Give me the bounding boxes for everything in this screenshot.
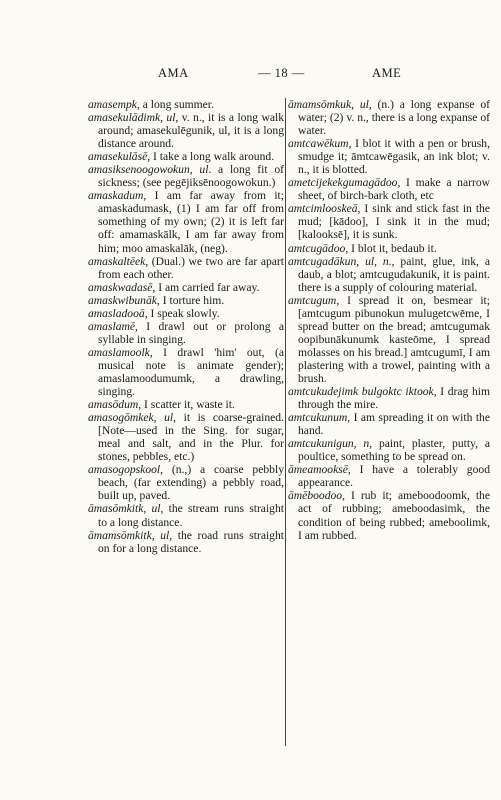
entry-definition: . a long fit of sickness; (see pegējiksēnoogowokun.) xyxy=(98,163,284,190)
dictionary-entry xyxy=(88,163,284,189)
dictionary-entry xyxy=(88,307,284,320)
entry-headword: amasladooā xyxy=(88,306,145,320)
entry-headword: amaskwibunāk xyxy=(88,293,157,307)
entry-definition: , a long summer. xyxy=(136,98,214,111)
entry-definition: , the road runs straight on for a long distance. xyxy=(98,528,285,555)
dictionary-entry xyxy=(288,294,490,385)
header-left-guide-word: AMA xyxy=(158,66,189,80)
dictionary-entry xyxy=(88,150,284,163)
dictionary-entry xyxy=(88,463,284,502)
entry-headword: amtcukudejimk bulgoktc iktook xyxy=(288,385,434,399)
entry-headword: amtcukunigun, n xyxy=(288,437,370,451)
dictionary-entry xyxy=(88,411,284,463)
entry-definition: , (Dual.) we two are far apart from each other. xyxy=(98,254,284,281)
entry-headword: amtcimlooskeā xyxy=(288,202,358,216)
entry-headword: amasogopskool xyxy=(88,463,161,477)
entry-headword: amtcawēkum xyxy=(288,137,349,151)
dictionary-entry xyxy=(88,320,284,346)
dictionary-entry xyxy=(288,137,490,176)
dictionary-entry xyxy=(88,111,284,150)
entry-headword: amasogōmkek, ul xyxy=(88,411,174,425)
dictionary-entry xyxy=(88,398,284,411)
column-divider xyxy=(285,98,286,746)
dictionary-entry xyxy=(288,437,490,463)
dictionary-entry xyxy=(288,255,490,294)
dictionary-entry xyxy=(288,411,490,437)
entry-definition: , I drawl 'him' out, (a musical note is animate gender); amaslamoodumumk, a drawling, singing. xyxy=(98,345,284,399)
dictionary-entry xyxy=(88,189,284,254)
entry-definition: , the stream runs straight to a long distance. xyxy=(98,502,284,529)
entry-definition: , I spread it on, besmear it; [amtcugum pibunokun mulugetcwēme, I spread butter on the bread; amtcugumak oopibunākunumk kasteōme, I spread molasses on his bread.] amtcugumī, I am plastering with a trowel, painting with a brush. xyxy=(298,293,490,385)
dictionary-entry xyxy=(88,98,284,111)
entry-definition: , I drawl out or prolong a syllable in singing. xyxy=(98,319,284,346)
entry-definition: , paint, glue, ink, a daub, a blot; amtcugudakunik, it is paint. there is a supply of colouring material. xyxy=(298,254,490,294)
entry-headword: amasempk xyxy=(88,98,137,111)
entry-headword: amtcugadākun, ul, n. xyxy=(288,254,392,268)
entry-definition: , I am spreading it on with the hand. xyxy=(298,411,490,438)
entry-definition: , I blot it with a pen or brush, smudge it; āmtcawēgasik, an ink blot; v. n., it is blotted. xyxy=(298,137,490,177)
entry-headword: amtcukunum xyxy=(288,411,348,425)
dictionary-entry xyxy=(288,489,490,541)
entry-definition: , I scatter it, waste it. xyxy=(138,398,235,412)
entry-definition: , I have a tolerably good appearance. xyxy=(298,463,490,490)
dictionary-entry xyxy=(288,385,490,411)
dictionary-entry xyxy=(88,255,284,281)
left-column xyxy=(88,98,284,555)
entry-definition: , I am far away from it; amaskadumask, (1) I am far off from something of my own; (2) it is left far off: amamaskālk, I am far away from him; moo amaskalāk, (neg). xyxy=(98,189,284,255)
entry-definition: , (n.) a long expanse of water; (2) v. n., there is a long expanse of water. xyxy=(298,98,490,138)
entry-headword: amaskadum xyxy=(88,189,144,203)
entry-headword: amasekulāsē xyxy=(88,150,148,164)
page-number: — 18 — xyxy=(258,66,305,80)
dictionary-entry xyxy=(88,294,284,307)
entry-headword: āmamsōmkuk, ul xyxy=(288,98,369,111)
entry-headword: āmamsōmkitk, ul xyxy=(88,528,170,542)
dictionary-entry xyxy=(288,242,490,255)
page-header xyxy=(0,66,501,82)
dictionary-entry xyxy=(88,502,284,528)
entry-definition: , I drag him through the mire. xyxy=(298,385,490,412)
entry-headword: amtcugum xyxy=(288,293,337,307)
dictionary-entry xyxy=(88,346,284,398)
entry-definition: , I speak slowly. xyxy=(144,306,220,320)
dictionary-entry xyxy=(288,98,490,137)
dictionary-entry xyxy=(88,281,284,294)
entry-definition: , I take a long walk around. xyxy=(147,150,275,164)
dictionary-entry xyxy=(288,176,490,202)
entry-definition: , (n.,) a coarse pebbly beach, (far extending) a pebbly road, built up, paved. xyxy=(98,463,284,503)
entry-headword: amasiksenoogowokun, ul xyxy=(88,163,209,177)
dictionary-entry xyxy=(288,202,490,241)
entry-headword: āmasōmkitk, ul xyxy=(88,502,161,516)
entry-headword: amtcugādoo xyxy=(288,241,346,255)
entry-headword: ametcijekekgumagādoo xyxy=(288,176,398,190)
entry-definition: , I torture him. xyxy=(156,293,225,307)
entry-headword: amaslamoolk xyxy=(88,345,150,359)
header-right-guide-word: AME xyxy=(372,66,402,80)
entry-definition: , I am carried far away. xyxy=(152,280,260,294)
entry-headword: amasekulādimk, ul xyxy=(88,111,176,125)
entry-definition: , v. n., it is a long walk around; amasekulēgunik, ul, it is a long distance around. xyxy=(98,111,284,151)
entry-headword: amaslamē xyxy=(88,319,136,333)
entry-headword: amaskwadasē xyxy=(88,280,153,294)
entry-definition: , paint, plaster, putty, a poultice, something to be spread on. xyxy=(298,437,490,464)
entry-headword: āmēboodoo xyxy=(288,489,343,503)
entry-headword: amasōdum xyxy=(88,398,139,412)
entry-definition: , I sink and stick fast in the mud; [kādoo], I sink it in the mud; [kalooksē], it is sunk. xyxy=(298,202,490,242)
entry-headword: āmeamooksē xyxy=(288,463,348,477)
right-column xyxy=(288,98,490,542)
dictionary-entry xyxy=(288,463,490,489)
entry-definition: , I make a narrow sheet, of birch-bark cloth, etc xyxy=(298,176,490,203)
entry-definition: , I blot it, bedaub it. xyxy=(345,241,437,255)
entry-definition: , I rub it; ameboodoomk, the act of rubbing; ameboodasimk, the condition of being rubbed; ameboolimk, I am rubbed. xyxy=(298,489,490,542)
entry-definition: , it is coarse-grained. [Note—used in the Sing. for sugar, meal and salt, and in the Plur. for stones, pebbles, etc.) xyxy=(98,411,285,464)
entry-headword: amaskaltēek xyxy=(88,254,146,268)
dictionary-entry xyxy=(88,529,284,555)
